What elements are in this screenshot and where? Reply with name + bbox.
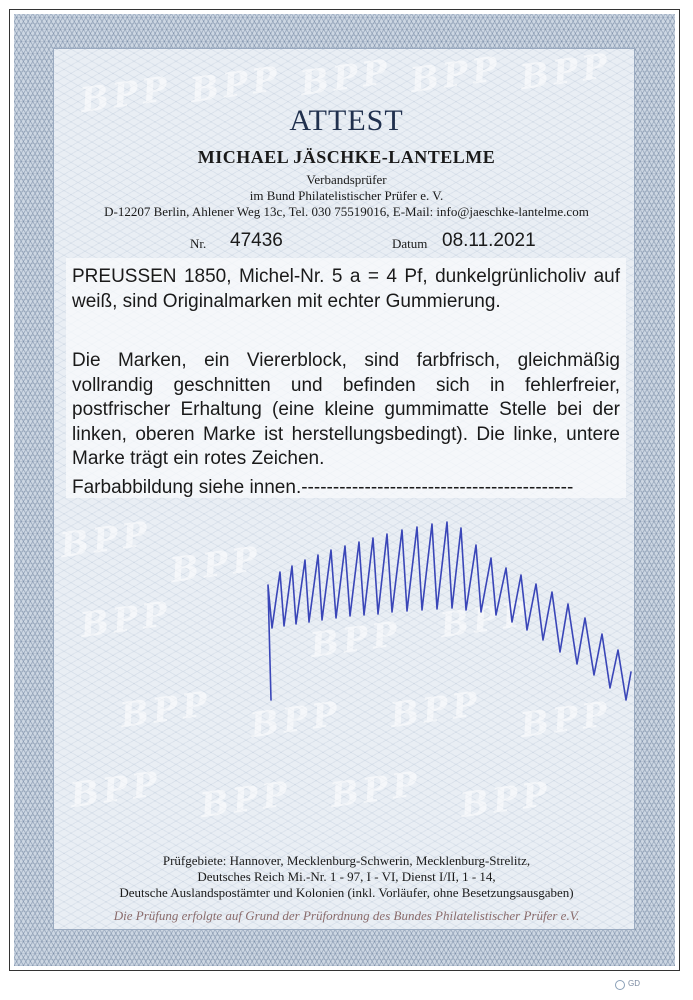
watermark: BPP [57, 513, 155, 567]
certificate-number: 47436 [230, 230, 283, 251]
watermark: BPP [197, 773, 295, 827]
scope-line-2: Deutsches Reich Mi.-Nr. 1 - 97, I - VI, Dienst I/II, 1 - 14, [197, 869, 496, 884]
paragraph-condition: Die Marken, ein Viererblock, sind farbfrisch, gleichmäßig vollrandig geschnitten und befinden sich in fehlerfreier, postfrischer Erhaltung (eine kleine gummimatte Stelle bei der linken, oberen Marke ist herstellungsbedingt). Die linke, untere Marke trägt ein rotes Zeichen. [72, 350, 620, 469]
printer-imprint [615, 979, 675, 989]
watermark: BPP [307, 613, 405, 667]
certificate-number-label: Nr. [190, 236, 207, 251]
watermark: BPP [167, 538, 265, 592]
printer-logo: GD [628, 979, 640, 988]
certificate-date: 08.11.2021 [442, 230, 536, 251]
association-name: im Bund Philatelistischer Prüfer e. V. [249, 188, 444, 203]
examination-rules-note: Die Prüfung erfolgte auf Grund der Prüfordnung des Bundes Philatelistischer Prüfer e.V. [113, 908, 580, 923]
watermark: BPP [77, 593, 175, 647]
scope-line-3: Deutsche Auslandspostämter und Kolonien (inkl. Vorläufer, ohne Besetzungsausgaben) [119, 885, 574, 900]
scope-line-1: Prüfgebiete: Hannover, Mecklenburg-Schwerin, Mecklenburg-Strelitz, [162, 853, 531, 868]
watermark: BPP [517, 693, 615, 747]
watermark: BPP [247, 693, 345, 747]
watermark: BPP [297, 51, 395, 105]
watermark: BPP [327, 763, 425, 817]
examiner-role: Verbandsprüfer [306, 172, 387, 187]
watermark: BPP [67, 763, 165, 817]
date-label: Datum [392, 236, 428, 251]
examiner-name: MICHAEL JÄSCHKE-LANTELME [197, 147, 496, 167]
watermark: BPP [117, 683, 215, 737]
contact-line: D-12207 Berlin, Ahlener Weg 13c, Tel. 030 75519016, E-Mail: info@jaeschke-lantelme.com [104, 204, 589, 219]
watermark: BPP [387, 683, 485, 737]
paragraph-stamp-identification: PREUSSEN 1850, Michel-Nr. 5 a = 4 Pf, dunkelgrünlicholiv auf weiß, sind Originalmarken mit echter Gummierung. [72, 266, 620, 312]
watermark: BPP [187, 58, 285, 112]
watermark: BPP [437, 593, 535, 647]
watermark: BPP [517, 45, 615, 99]
watermark: BPP [457, 773, 555, 827]
copyright-icon [615, 980, 625, 990]
paragraph-color-image-note: Farbabbildung siehe innen.------------------------------------------- [72, 477, 574, 498]
watermark: BPP [407, 48, 505, 102]
watermark: BPP [77, 68, 175, 122]
document-title: ATTEST [289, 104, 404, 137]
